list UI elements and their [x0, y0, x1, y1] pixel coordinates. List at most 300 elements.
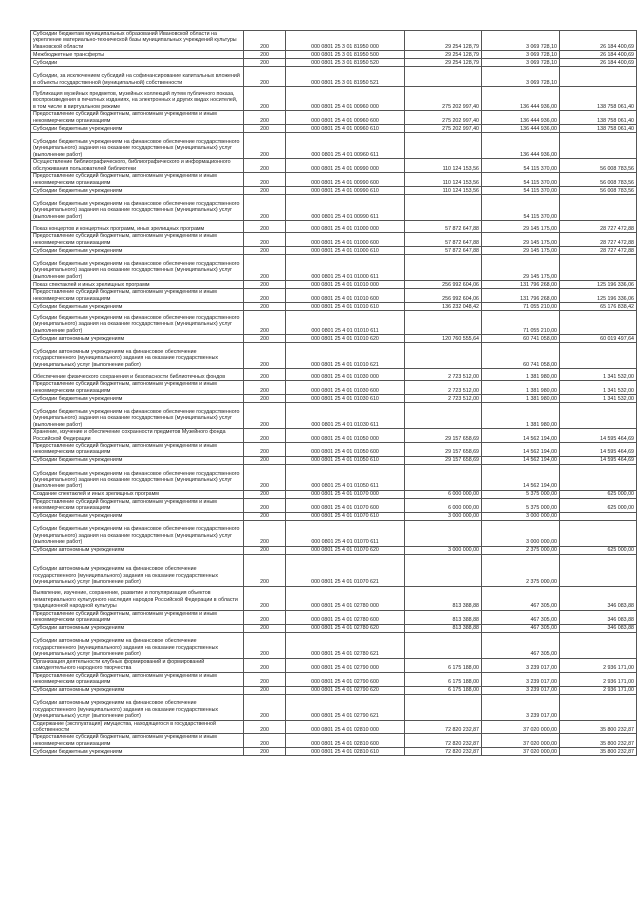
row-executed-amount: 37 020 000,00	[482, 734, 560, 748]
row-unexecuted-amount: 1 341 532,00	[560, 395, 637, 403]
row-executed-amount: 131 796 268,00	[482, 289, 560, 303]
row-unexecuted-amount: 1 341 532,00	[560, 381, 637, 395]
row-line-code: 200	[244, 403, 286, 429]
row-executed-amount: 54 115 370,00	[482, 173, 560, 187]
row-classification-code: 000 0801 25 4 01 01070 600	[286, 498, 405, 512]
row-classification-code: 000 0801 25 4 01 01000 611	[286, 255, 405, 281]
row-description: Субсидии автономным учреждениям	[31, 335, 244, 343]
row-approved-amount: 57 872 647,88	[405, 221, 482, 233]
row-description: Субсидии бюджетным учреждениям	[31, 187, 244, 195]
row-classification-code: 000 0801 25 4 01 01030 610	[286, 395, 405, 403]
row-approved-amount: 2 723 512,00	[405, 381, 482, 395]
row-approved-amount	[405, 403, 482, 429]
row-description: Субсидии автономным учреждениям	[31, 546, 244, 554]
table-row	[31, 658, 637, 672]
row-unexecuted-amount: 125 196 336,06	[560, 281, 637, 289]
row-classification-code: 000 0801 25 4 01 01010 611	[286, 311, 405, 335]
row-executed-amount: 5 375 000,00	[482, 498, 560, 512]
row-approved-amount: 29 157 658,69	[405, 456, 482, 464]
row-approved-amount: 6 175 188,00	[405, 686, 482, 694]
table-row	[31, 429, 637, 443]
row-executed-amount: 14 562 194,00	[482, 456, 560, 464]
row-classification-code: 000 0801 25 4 01 01050 610	[286, 456, 405, 464]
row-classification-code: 000 0801 25 4 01 01010 610	[286, 303, 405, 311]
table-row	[31, 369, 637, 381]
row-description: Выявление, изучение, сохранение, развитие и популяризация объектов нематериального культурного наследия народов Российской Федерации в области традиционной народной культуры	[31, 586, 244, 610]
row-unexecuted-amount: 56 008 783,56	[560, 187, 637, 195]
row-classification-code: 000 0801 25 4 01 00990 600	[286, 173, 405, 187]
row-description: Показ спектаклей и иных зрелищных программ	[31, 281, 244, 289]
row-unexecuted-amount	[560, 403, 637, 429]
row-line-code: 200	[244, 720, 286, 734]
row-description: Субсидии автономным учреждениям на финансовое обеспечение государственного (муниципального) задания на оказание государственных (муниципальных) услуг (выполнение работ)	[31, 554, 244, 586]
row-unexecuted-amount: 28 727 472,88	[560, 247, 637, 255]
row-approved-amount: 57 872 647,88	[405, 247, 482, 255]
table-row	[31, 335, 637, 343]
row-approved-amount: 2 723 512,00	[405, 395, 482, 403]
row-classification-code: 000 0801 25 4 01 01000 610	[286, 247, 405, 255]
row-executed-amount: 3 000 000,00	[482, 520, 560, 546]
row-approved-amount: 813 388,88	[405, 610, 482, 624]
row-executed-amount: 3 239 017,00	[482, 694, 560, 720]
row-unexecuted-amount: 2 936 171,00	[560, 658, 637, 672]
row-line-code: 200	[244, 247, 286, 255]
row-approved-amount: 29 254 128,79	[405, 31, 482, 51]
row-classification-code: 000 0801 25 4 01 02780 621	[286, 632, 405, 658]
row-description: Субсидии автономным учреждениям	[31, 624, 244, 632]
row-approved-amount: 275 202 997,40	[405, 111, 482, 125]
row-classification-code: 000 0801 25 4 01 01010 620	[286, 335, 405, 343]
row-description: Субсидии бюджетным учреждениям на финансовое обеспечение государственного (муниципального) задания на оказание государственных (муниципальных) услуг (выполнение работ)	[31, 195, 244, 221]
table-row	[31, 586, 637, 610]
row-line-code: 200	[244, 456, 286, 464]
row-description: Межбюджетные трансферты	[31, 51, 244, 59]
row-description: Предоставление субсидий бюджетным, автономным учреждениям и иным некоммерческим организациям	[31, 381, 244, 395]
row-line-code: 200	[244, 586, 286, 610]
row-executed-amount: 3 239 017,00	[482, 658, 560, 672]
table-row	[31, 456, 637, 464]
table-row	[31, 498, 637, 512]
row-description: Субсидии бюджетным учреждениям на финансовое обеспечение государственного (муниципального) задания на оказание государственных (муниципальных) услуг (выполнение работ)	[31, 520, 244, 546]
row-unexecuted-amount: 2 936 171,00	[560, 686, 637, 694]
row-line-code: 200	[244, 512, 286, 520]
row-unexecuted-amount: 35 800 232,87	[560, 748, 637, 756]
row-executed-amount: 1 381 980,00	[482, 403, 560, 429]
row-line-code: 200	[244, 498, 286, 512]
row-classification-code: 000 0801 25 4 01 01000 600	[286, 233, 405, 247]
row-description: Субсидии автономным учреждениям на финансовое обеспечение государственного (муниципального) задания на оказание государственных (муниципальных) услуг (выполнение работ)	[31, 343, 244, 369]
row-executed-amount: 136 444 936,00	[482, 133, 560, 159]
row-unexecuted-amount: 346 083,88	[560, 610, 637, 624]
row-line-code: 200	[244, 610, 286, 624]
row-unexecuted-amount: 625 000,00	[560, 490, 637, 498]
table-body	[31, 31, 637, 756]
table-row	[31, 624, 637, 632]
row-line-code: 200	[244, 686, 286, 694]
row-description: Субсидии	[31, 59, 244, 67]
row-approved-amount	[405, 255, 482, 281]
row-approved-amount: 29 157 658,69	[405, 429, 482, 443]
row-unexecuted-amount: 56 008 783,56	[560, 159, 637, 173]
row-classification-code: 000 0801 25 4 01 01030 600	[286, 381, 405, 395]
row-line-code: 200	[244, 490, 286, 498]
row-line-code: 200	[244, 335, 286, 343]
row-description: Хранение, изучение и обеспечение сохранности предметов Музейного фонда Российской Федерации	[31, 429, 244, 443]
row-approved-amount: 29 157 658,69	[405, 442, 482, 456]
row-classification-code: 000 0801 25 4 01 01050 000	[286, 429, 405, 443]
table-row	[31, 187, 637, 195]
row-unexecuted-amount: 26 184 400,69	[560, 51, 637, 59]
table-row	[31, 686, 637, 694]
row-line-code: 200	[244, 221, 286, 233]
row-approved-amount: 256 992 604,06	[405, 289, 482, 303]
table-row	[31, 221, 637, 233]
row-line-code: 200	[244, 281, 286, 289]
row-classification-code: 000 0801 25 4 01 01000 000	[286, 221, 405, 233]
row-approved-amount	[405, 67, 482, 87]
table-row	[31, 442, 637, 456]
row-approved-amount: 120 760 555,64	[405, 335, 482, 343]
row-classification-code: 000 0801 25 4 01 02790 600	[286, 672, 405, 686]
row-executed-amount: 5 375 000,00	[482, 490, 560, 498]
row-unexecuted-amount: 14 595 464,69	[560, 442, 637, 456]
row-approved-amount	[405, 520, 482, 546]
row-executed-amount: 1 381 980,00	[482, 395, 560, 403]
row-line-code: 200	[244, 125, 286, 133]
row-line-code: 200	[244, 233, 286, 247]
row-approved-amount: 813 388,88	[405, 624, 482, 632]
table-row	[31, 381, 637, 395]
row-approved-amount	[405, 343, 482, 369]
row-executed-amount: 2 375 000,00	[482, 546, 560, 554]
row-line-code: 200	[244, 303, 286, 311]
table-row	[31, 490, 637, 498]
table-row	[31, 464, 637, 490]
row-line-code: 200	[244, 173, 286, 187]
row-line-code: 200	[244, 464, 286, 490]
row-description: Субсидии автономным учреждениям на финансовое обеспечение государственного (муниципального) задания на оказание государственных (муниципальных) услуг (выполнение работ)	[31, 632, 244, 658]
row-executed-amount: 467 305,00	[482, 624, 560, 632]
row-description: Организация деятельности клубных формирований и формирований самодеятельного народного творчества	[31, 658, 244, 672]
row-unexecuted-amount: 138 758 061,40	[560, 111, 637, 125]
row-description: Предоставление субсидий бюджетным, автономным учреждениям и иным некоммерческим организациям	[31, 289, 244, 303]
table-row	[31, 59, 637, 67]
row-line-code: 200	[244, 429, 286, 443]
table-row	[31, 255, 637, 281]
row-classification-code: 000 0801 25 4 01 01030 000	[286, 369, 405, 381]
row-executed-amount: 2 375 000,00	[482, 554, 560, 586]
table-row	[31, 720, 637, 734]
row-executed-amount: 136 444 936,00	[482, 111, 560, 125]
row-line-code: 200	[244, 546, 286, 554]
row-unexecuted-amount: 138 758 061,40	[560, 87, 637, 111]
row-executed-amount: 29 145 175,00	[482, 233, 560, 247]
row-line-code: 200	[244, 51, 286, 59]
row-classification-code: 000 0801 25 4 01 01070 620	[286, 546, 405, 554]
row-line-code: 200	[244, 672, 286, 686]
row-classification-code: 000 0801 25 4 01 02810 600	[286, 734, 405, 748]
budget-table	[30, 30, 637, 756]
row-classification-code: 000 0801 25 4 01 02790 620	[286, 686, 405, 694]
row-unexecuted-amount	[560, 512, 637, 520]
row-unexecuted-amount	[560, 133, 637, 159]
row-executed-amount: 3 069 728,10	[482, 59, 560, 67]
row-executed-amount: 14 562 194,00	[482, 429, 560, 443]
table-row	[31, 395, 637, 403]
row-line-code: 200	[244, 632, 286, 658]
row-approved-amount: 275 202 997,40	[405, 125, 482, 133]
row-unexecuted-amount: 346 083,88	[560, 624, 637, 632]
row-executed-amount: 71 055 210,00	[482, 311, 560, 335]
table-row	[31, 403, 637, 429]
row-approved-amount: 6 000 000,00	[405, 490, 482, 498]
document-page	[30, 30, 636, 756]
row-line-code: 200	[244, 694, 286, 720]
row-description: Субсидии бюджетным учреждениям	[31, 247, 244, 255]
row-approved-amount	[405, 632, 482, 658]
row-classification-code: 000 0801 25 4 01 00990 610	[286, 187, 405, 195]
row-classification-code: 000 0801 25 4 01 00960 000	[286, 87, 405, 111]
row-unexecuted-amount: 28 727 472,88	[560, 233, 637, 247]
row-unexecuted-amount: 14 595 464,69	[560, 456, 637, 464]
table-row	[31, 632, 637, 658]
row-description: Предоставление субсидий бюджетным, автономным учреждениям и иным некоммерческим организациям	[31, 442, 244, 456]
row-description: Показ концертов и концертных программ, иных зрелищных программ	[31, 221, 244, 233]
row-description: Субсидии автономным учреждениям	[31, 686, 244, 694]
row-executed-amount: 29 145 175,00	[482, 221, 560, 233]
row-description: Предоставление субсидий бюджетным, автономным учреждениям и иным некоммерческим организациям	[31, 672, 244, 686]
row-unexecuted-amount: 60 019 497,64	[560, 335, 637, 343]
row-unexecuted-amount: 28 727 472,88	[560, 221, 637, 233]
row-executed-amount: 136 444 936,00	[482, 87, 560, 111]
row-approved-amount	[405, 133, 482, 159]
row-executed-amount: 467 305,00	[482, 632, 560, 658]
table-row	[31, 281, 637, 289]
row-line-code: 200	[244, 343, 286, 369]
row-classification-code: 000 0801 25 4 01 02810 000	[286, 720, 405, 734]
row-classification-code: 000 0801 25 4 01 02810 610	[286, 748, 405, 756]
row-unexecuted-amount: 35 800 232,87	[560, 720, 637, 734]
row-executed-amount: 29 145 175,00	[482, 247, 560, 255]
row-line-code: 200	[244, 381, 286, 395]
table-row	[31, 31, 637, 51]
row-approved-amount: 136 232 048,42	[405, 303, 482, 311]
row-line-code: 200	[244, 133, 286, 159]
table-row	[31, 195, 637, 221]
row-executed-amount: 3 239 017,00	[482, 686, 560, 694]
row-description: Субсидии бюджетным учреждениям	[31, 456, 244, 464]
row-line-code: 200	[244, 159, 286, 173]
table-row	[31, 289, 637, 303]
row-approved-amount	[405, 554, 482, 586]
row-description: Субсидии бюджетным учреждениям на финансовое обеспечение государственного (муниципального) задания на оказание государственных (муниципальных) услуг (выполнение работ)	[31, 255, 244, 281]
row-unexecuted-amount	[560, 311, 637, 335]
row-unexecuted-amount: 35 800 232,87	[560, 734, 637, 748]
row-classification-code: 000 0801 25 4 01 01010 600	[286, 289, 405, 303]
row-approved-amount: 256 992 604,06	[405, 281, 482, 289]
row-classification-code: 000 0801 25 4 01 01050 600	[286, 442, 405, 456]
row-classification-code: 000 0801 25 4 01 01010 621	[286, 343, 405, 369]
row-line-code: 200	[244, 31, 286, 51]
table-row	[31, 512, 637, 520]
row-description: Субсидии автономным учреждениям на финансовое обеспечение государственного (муниципального) задания на оказание государственных (муниципальных) услуг (выполнение работ)	[31, 694, 244, 720]
row-line-code: 200	[244, 748, 286, 756]
row-classification-code: 000 0801 25 4 01 02780 000	[286, 586, 405, 610]
row-approved-amount: 2 723 512,00	[405, 369, 482, 381]
row-approved-amount: 72 820 232,87	[405, 720, 482, 734]
table-row	[31, 343, 637, 369]
row-unexecuted-amount: 346 083,88	[560, 586, 637, 610]
row-approved-amount: 110 124 153,56	[405, 159, 482, 173]
row-unexecuted-amount: 1 341 532,00	[560, 369, 637, 381]
table-row	[31, 159, 637, 173]
row-line-code: 200	[244, 311, 286, 335]
row-unexecuted-amount: 138 758 061,40	[560, 125, 637, 133]
row-unexecuted-amount	[560, 554, 637, 586]
table-row	[31, 672, 637, 686]
table-row	[31, 233, 637, 247]
row-description: Субсидии бюджетным учреждениям	[31, 395, 244, 403]
row-approved-amount	[405, 195, 482, 221]
table-row	[31, 111, 637, 125]
row-line-code: 200	[244, 395, 286, 403]
row-unexecuted-amount	[560, 195, 637, 221]
row-description: Субсидии бюджетным учреждениям на финансовое обеспечение государственного (муниципального) задания на оказание государственных (муниципальных) услуг (выполнение работ)	[31, 133, 244, 159]
row-approved-amount	[405, 694, 482, 720]
row-approved-amount: 6 000 000,00	[405, 498, 482, 512]
row-classification-code: 000 0801 25 4 01 02780 620	[286, 624, 405, 632]
row-executed-amount: 37 020 000,00	[482, 720, 560, 734]
row-line-code: 200	[244, 87, 286, 111]
row-executed-amount: 467 305,00	[482, 610, 560, 624]
table-row	[31, 51, 637, 59]
table-row	[31, 554, 637, 586]
row-classification-code: 000 0801 25 4 01 01070 000	[286, 490, 405, 498]
row-description: Субсидии бюджетным учреждениям на финансовое обеспечение государственного (муниципального) задания на оказание государственных (муниципальных) услуг (выполнение работ)	[31, 311, 244, 335]
row-unexecuted-amount	[560, 694, 637, 720]
row-approved-amount	[405, 311, 482, 335]
row-approved-amount	[405, 464, 482, 490]
row-executed-amount: 54 115 370,00	[482, 195, 560, 221]
row-executed-amount: 136 444 936,00	[482, 125, 560, 133]
row-executed-amount: 14 562 194,00	[482, 442, 560, 456]
row-line-code: 200	[244, 442, 286, 456]
row-approved-amount: 6 175 188,00	[405, 672, 482, 686]
table-row	[31, 125, 637, 133]
row-description: Содержание (эксплуатация) имущества, находящегося в государственной собственности	[31, 720, 244, 734]
row-approved-amount: 29 254 128,79	[405, 59, 482, 67]
table-row	[31, 247, 637, 255]
row-description: Предоставление субсидий бюджетным, автономным учреждениям и иным некоммерческим организациям	[31, 734, 244, 748]
row-description: Осуществление библиографического, библиографического и информационного обслуживания пользователей библиотеки	[31, 159, 244, 173]
row-classification-code: 000 0801 25 4 01 02790 621	[286, 694, 405, 720]
row-executed-amount: 467 305,00	[482, 586, 560, 610]
row-line-code: 200	[244, 369, 286, 381]
row-classification-code: 000 0801 25 4 01 01070 610	[286, 512, 405, 520]
table-row	[31, 303, 637, 311]
row-classification-code: 000 0801 25 3 01 81950 520	[286, 59, 405, 67]
row-classification-code: 000 0801 25 4 01 00960 600	[286, 111, 405, 125]
row-executed-amount: 3 239 017,00	[482, 672, 560, 686]
table-row	[31, 734, 637, 748]
row-classification-code: 000 0801 25 4 01 02780 600	[286, 610, 405, 624]
table-row	[31, 546, 637, 554]
row-description: Субсидии, за исключением субсидий на софинансирование капитальных вложений в объекты государственной (муниципальной) собственности	[31, 67, 244, 87]
row-description: Публикация музейных предметов, музейных коллекций путем публичного показа, воспроизведения в печатных изданиях, на электронных и других видах носителей, в том числе в виртуальном режиме	[31, 87, 244, 111]
row-unexecuted-amount: 26 184 400,69	[560, 59, 637, 67]
row-unexecuted-amount	[560, 632, 637, 658]
row-description: Субсидии бюджетным учреждениям	[31, 512, 244, 520]
row-line-code: 200	[244, 59, 286, 67]
row-unexecuted-amount	[560, 67, 637, 87]
row-executed-amount: 1 381 980,00	[482, 369, 560, 381]
row-description: Субсидии бюджетным учреждениям на финансовое обеспечение государственного (муниципального) задания на оказание государственных (муниципальных) услуг (выполнение работ)	[31, 403, 244, 429]
row-approved-amount: 29 254 128,79	[405, 51, 482, 59]
table-row	[31, 520, 637, 546]
table-row	[31, 173, 637, 187]
table-row	[31, 311, 637, 335]
row-description: Предоставление субсидий бюджетным, автономным учреждениям и иным некоммерческим организациям	[31, 498, 244, 512]
row-unexecuted-amount: 125 196 336,06	[560, 289, 637, 303]
row-description: Субсидии бюджетным учреждениям	[31, 748, 244, 756]
row-approved-amount: 72 820 232,87	[405, 734, 482, 748]
row-line-code: 200	[244, 289, 286, 303]
row-executed-amount: 37 020 000,00	[482, 748, 560, 756]
row-executed-amount: 71 055 210,00	[482, 303, 560, 311]
row-executed-amount: 54 115 370,00	[482, 187, 560, 195]
row-line-code: 200	[244, 67, 286, 87]
row-classification-code: 000 0801 25 4 01 01050 611	[286, 464, 405, 490]
row-approved-amount: 3 000 000,00	[405, 512, 482, 520]
row-unexecuted-amount: 26 184 400,69	[560, 31, 637, 51]
row-description: Субсидии бюджетным учреждениям	[31, 303, 244, 311]
row-description: Субсидии бюджетным учреждениям на финансовое обеспечение государственного (муниципального) задания на оказание государственных (муниципальных) услуг (выполнение работ)	[31, 464, 244, 490]
row-approved-amount: 3 000 000,00	[405, 546, 482, 554]
row-description: Предоставление субсидий бюджетным, автономным учреждениям и иным некоммерческим организациям	[31, 111, 244, 125]
row-executed-amount: 3 069 728,10	[482, 31, 560, 51]
row-unexecuted-amount: 56 008 783,56	[560, 173, 637, 187]
row-executed-amount: 14 562 194,00	[482, 464, 560, 490]
row-executed-amount: 131 796 268,00	[482, 281, 560, 289]
row-classification-code: 000 0801 25 4 01 02790 000	[286, 658, 405, 672]
row-executed-amount: 54 115 370,00	[482, 159, 560, 173]
row-classification-code: 000 0801 25 4 01 01030 611	[286, 403, 405, 429]
row-line-code: 200	[244, 520, 286, 546]
table-row	[31, 67, 637, 87]
row-line-code: 200	[244, 624, 286, 632]
row-line-code: 200	[244, 187, 286, 195]
row-classification-code: 000 0801 25 4 01 01070 611	[286, 520, 405, 546]
row-executed-amount: 3 000 000,00	[482, 512, 560, 520]
row-executed-amount: 29 145 175,00	[482, 255, 560, 281]
row-classification-code: 000 0801 25 4 01 00990 611	[286, 195, 405, 221]
row-unexecuted-amount	[560, 520, 637, 546]
row-description: Субсидии бюджетным учреждениям	[31, 125, 244, 133]
row-classification-code: 000 0801 25 3 01 81950 521	[286, 67, 405, 87]
row-approved-amount: 813 388,88	[405, 586, 482, 610]
row-classification-code: 000 0801 25 4 01 01070 621	[286, 554, 405, 586]
row-approved-amount: 110 124 153,56	[405, 187, 482, 195]
row-line-code: 200	[244, 255, 286, 281]
row-description: Субсидии бюджетам муниципальных образований Ивановской области на укрепление материально-технической базы муниципальных учреждений культуры Ивановской области	[31, 31, 244, 51]
row-description: Предоставление субсидий бюджетным, автономным учреждениям и иным некоммерческим организациям	[31, 173, 244, 187]
row-approved-amount: 275 202 997,40	[405, 87, 482, 111]
row-executed-amount: 3 069 728,10	[482, 67, 560, 87]
row-unexecuted-amount: 65 176 838,42	[560, 303, 637, 311]
row-line-code: 200	[244, 734, 286, 748]
table-row	[31, 133, 637, 159]
row-line-code: 200	[244, 111, 286, 125]
